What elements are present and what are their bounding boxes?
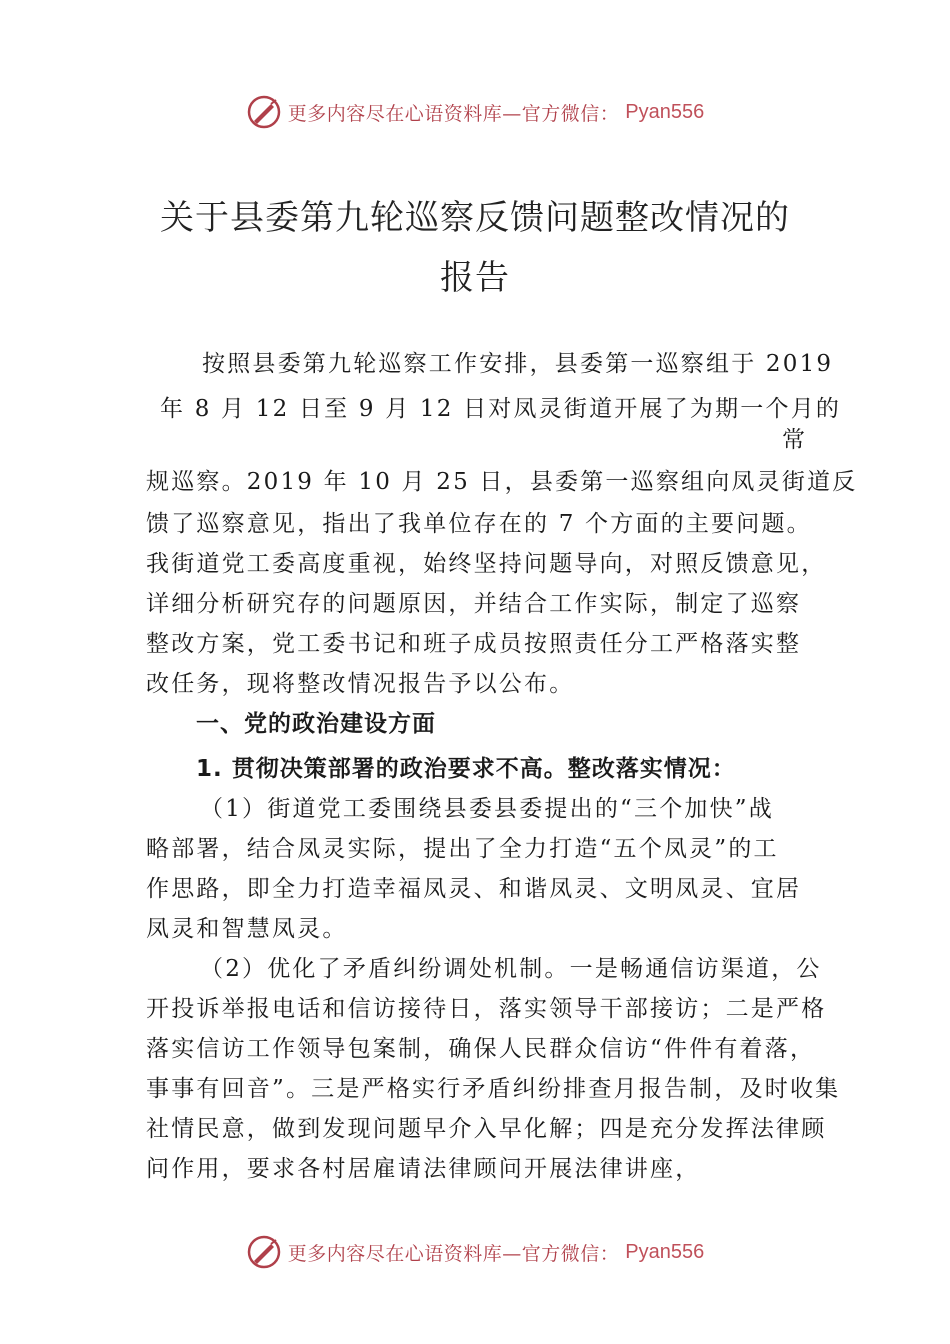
body-line: 规巡察。2019 年 10 月 25 日，县委第一巡察组向凤灵街道反	[146, 469, 858, 495]
watermark-footer	[0, 1232, 950, 1272]
body-line: 略部署，结合凤灵实际，提出了全力打造“五个凤灵”的工	[146, 836, 779, 862]
body-line: 整改方案，党工委书记和班子成员按照责任分工严格落实整	[146, 631, 802, 657]
body-line: 我街道党工委高度重视，始终坚持问题导向，对照反馈意见，	[146, 551, 827, 577]
watermark-text: 更多内容尽在心语资料库—官方微信：	[287, 1242, 620, 1265]
watermark-text: 更多内容尽在心语资料库—官方微信：	[287, 102, 620, 125]
pen-logo-icon	[246, 94, 282, 130]
body-line: （1）街道党工委围绕县委县委提出的“三个加快”战	[200, 796, 774, 822]
section-heading: 一、党的政治建设方面	[196, 711, 436, 737]
body-line: 常	[782, 427, 808, 453]
body-line: 年 8 月 12 日至 9 月 12 日对凤灵街道开展了为期一个月的	[160, 396, 842, 422]
body-line: 改任务，现将整改情况报告予以公布。	[146, 671, 575, 697]
body-line: 凤灵和智慧凤灵。	[146, 916, 348, 942]
body-line: 事事有回音”。三是严格实行矛盾纠纷排查月报告制，及时收集	[146, 1076, 841, 1102]
body-line: 按照县委第九轮巡察工作安排，县委第一巡察组于 2019	[202, 351, 834, 377]
body-line: 落实信访工作领导包案制，确保人民群众信访“件件有着落，	[146, 1036, 816, 1062]
subsection-heading: 1. 贯彻决策部署的政治要求不高。整改落实情况：	[196, 756, 736, 782]
pen-logo-icon	[246, 1234, 282, 1270]
watermark-wechat-id: Pyan556	[625, 100, 705, 123]
body-line: （2）优化了矛盾纠纷调处机制。一是畅通信访渠道，公	[200, 956, 822, 982]
document-title-line-2: 报告	[440, 258, 510, 298]
document-title-line-1: 关于县委第九轮巡察反馈问题整改情况的	[160, 198, 790, 238]
body-line: 作思路，即全力打造幸福凤灵、和谐凤灵、文明凤灵、宜居	[146, 876, 802, 902]
watermark-wechat-id: Pyan556	[625, 1240, 705, 1263]
body-line: 问作用，要求各村居雇请法律顾问开展法律讲座，	[146, 1156, 701, 1182]
body-line: 社情民意，做到发现问题早介入早化解；四是充分发挥法律顾	[146, 1116, 827, 1142]
body-line: 开投诉举报电话和信访接待日，落实领导干部接访；二是严格	[146, 996, 827, 1022]
body-line: 馈了巡察意见，指出了我单位存在的 7 个方面的主要问题。	[146, 511, 812, 537]
body-line: 详细分析研究存的问题原因，并结合工作实际，制定了巡察	[146, 591, 802, 617]
watermark-header	[0, 92, 950, 132]
